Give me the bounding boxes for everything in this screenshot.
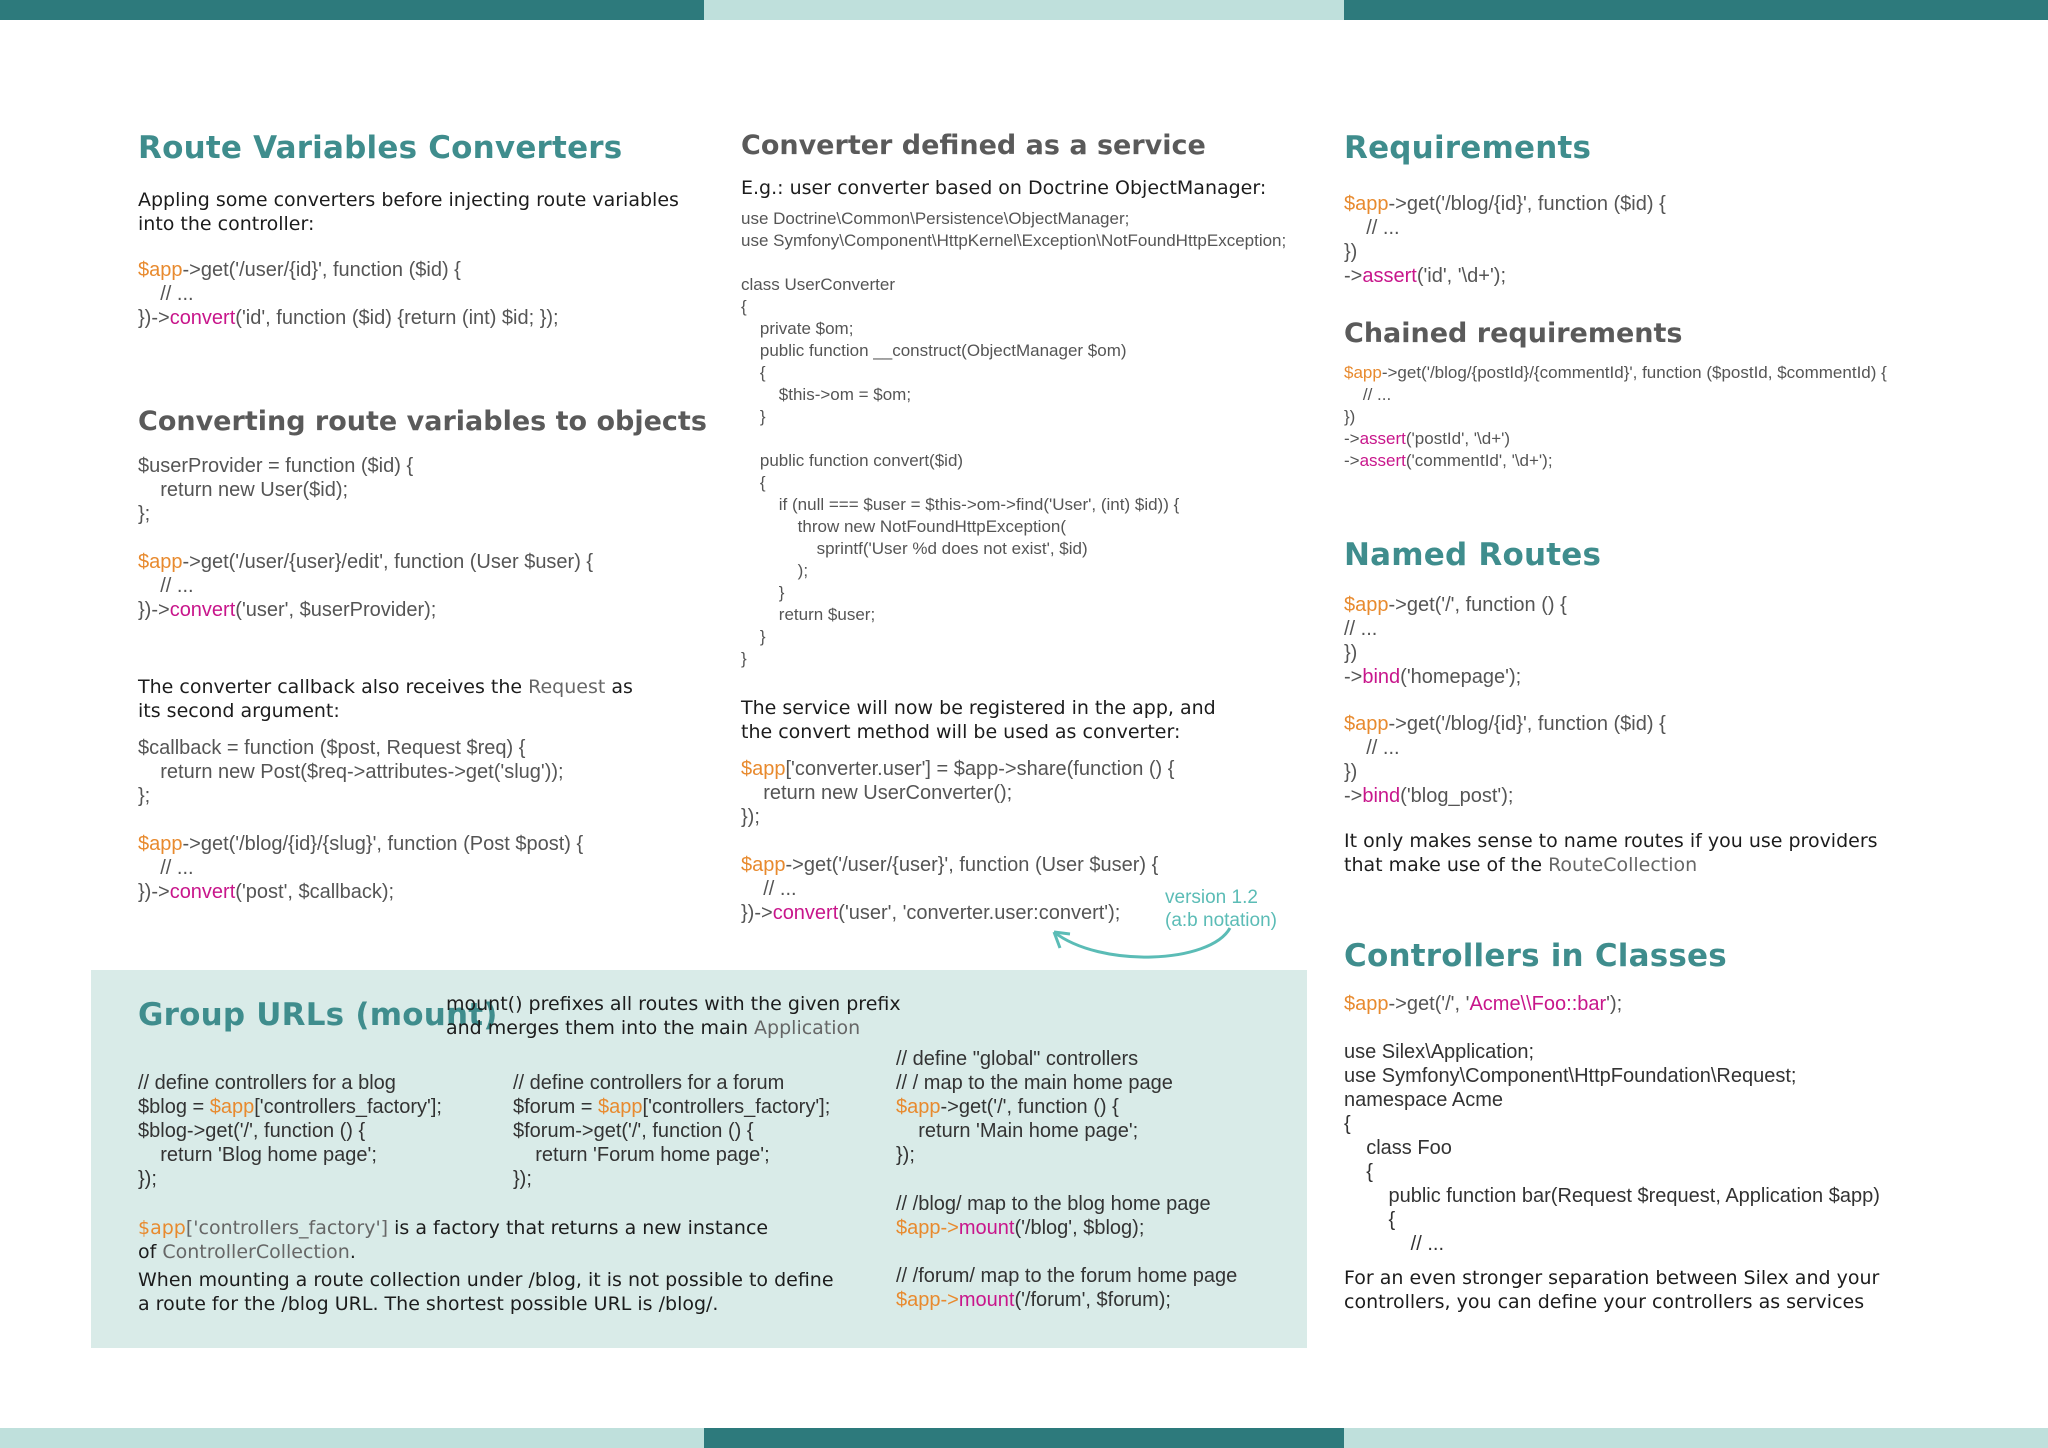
factory-desc-text: is a factory that returns a new instance of [138, 1217, 769, 1263]
to-objects-title: Converting route variables to objects [138, 406, 707, 437]
bottom-bar-left [0, 1428, 704, 1448]
code-var: $app [138, 833, 183, 855]
code-var: $app [741, 758, 786, 780]
code-text: ('id', '\d+'); [1416, 265, 1507, 287]
code-text: ('post', $callback); [235, 881, 395, 903]
named-desc-a: It only makes sense to name routes if you use providers that make use of the [1344, 830, 1878, 876]
code-method: assert [1362, 265, 1417, 287]
code-text: // ... [741, 878, 797, 900]
code-method: assert [1359, 429, 1406, 448]
chained-code [1344, 362, 1887, 472]
version-note: version 1.2 (a:b notation) [1165, 887, 1277, 931]
code-comment: // /blog/ map to the blog home page [896, 1193, 1211, 1215]
mount-forum-code [896, 1264, 1237, 1312]
code-text: // ... [1344, 385, 1392, 404]
route-collection-link: RouteCollection [1548, 854, 1698, 876]
code-text: $forum->get('/', function () { return 'Forum home page'; }); [513, 1120, 770, 1190]
forum-controllers-code [513, 1071, 830, 1191]
callback-desc-b: as its second argument: [138, 676, 633, 722]
code-method: assert [1359, 451, 1406, 470]
route-converters-code [138, 258, 559, 330]
service-registered-desc: The service will now be registered in the app, and the convert method will be used as converter: [741, 697, 1216, 743]
code-text: ->get('/blog/{id}/{slug}', function (Post $post) { [182, 833, 584, 855]
service-eg: E.g.: user converter based on Doctrine ObjectManager: [741, 177, 1267, 199]
code-text: }) [1344, 642, 1358, 664]
code-text: ->get('/user/{id}', function ($id) { [182, 259, 461, 281]
code-text: ('homepage'); [1400, 666, 1522, 688]
code-text: }) [1344, 241, 1358, 263]
global-controllers-code [896, 1047, 1173, 1167]
blog-slug-code [138, 832, 583, 904]
named-desc [1344, 829, 1878, 877]
code-text: -> [1344, 785, 1363, 807]
named-blog-post-code [1344, 712, 1666, 808]
factory-desc-end: . [349, 1241, 356, 1263]
service-title: Converter defined as a service [741, 130, 1206, 161]
code-text: })-> [138, 881, 170, 903]
code-text: ('commentId', '\d+'); [1405, 451, 1553, 470]
code-text: ->get('/', ' [1388, 993, 1470, 1015]
callback-desc-a: The converter callback also receives the [138, 676, 529, 698]
top-bar-left [0, 0, 704, 20]
code-text: -> [1344, 265, 1363, 287]
requirements-code [1344, 192, 1666, 288]
code-method: convert [772, 902, 839, 924]
code-var: $app [598, 1096, 643, 1118]
service-register-code [741, 757, 1174, 829]
code-text: ('blog_post'); [1400, 785, 1514, 807]
application-link: Application [754, 1017, 861, 1039]
code-var: $app [209, 1096, 255, 1118]
code-text: ('/blog', $blog); [1014, 1217, 1145, 1239]
group-desc [446, 992, 901, 1040]
controllers-title: Controllers in Classes [1344, 938, 1727, 974]
code-text: ('postId', '\d+') [1405, 429, 1511, 448]
version-arrow-icon [1040, 922, 1240, 968]
code-text: ->get('/', function () { [940, 1096, 1119, 1118]
code-text: })-> [138, 307, 170, 329]
code-text: $blog = [138, 1096, 210, 1118]
code-text: ->get('/', function () { [1388, 594, 1567, 616]
controllers-bind-code [1344, 992, 1622, 1016]
code-text: }) [1344, 407, 1356, 426]
code-text: ('/forum', $forum); [1014, 1289, 1171, 1311]
code-var: $app [1344, 713, 1389, 735]
code-comment: // define controllers for a blog [138, 1072, 396, 1094]
callback-desc [138, 675, 633, 723]
chained-title: Chained requirements [1344, 318, 1683, 349]
top-bar-right [1344, 0, 2048, 20]
code-var: $app [1344, 594, 1389, 616]
code-text: })-> [741, 902, 773, 924]
code-text: return 'Main home page'; }); [896, 1120, 1139, 1166]
factory-desc [138, 1216, 768, 1264]
code-comment: // define "global" controllers // / map to the main home page [896, 1048, 1173, 1094]
code-text: ('user', 'converter.user:convert'); [838, 902, 1121, 924]
code-text: -> [1344, 429, 1360, 448]
code-text: ->get('/blog/{postId}/{commentId}', function ($postId, $commentId) { [1381, 363, 1887, 382]
code-var: $app [138, 1217, 186, 1239]
code-text: ->get('/blog/{id}', function ($id) { [1388, 713, 1666, 735]
bottom-bar-middle [704, 1428, 1344, 1448]
code-method: bind [1362, 666, 1401, 688]
route-converters-desc: Appling some converters before injecting route variables into the controller: [138, 189, 679, 235]
code-text: return new UserConverter(); [741, 782, 1013, 804]
code-text: -> [1344, 451, 1360, 470]
group-title: Group URLs (mount) [138, 997, 498, 1033]
code-text: }) [1344, 761, 1358, 783]
named-homepage-code [1344, 593, 1567, 689]
top-bar-middle [704, 0, 1344, 20]
code-text: '); [1606, 993, 1623, 1015]
controllers-desc: For an even stronger separation between Silex and your controllers, you can define your controllers as services [1344, 1267, 1880, 1313]
controller-collection-link: ControllerCollection [162, 1241, 350, 1263]
mounting-desc: When mounting a route collection under /blog, it is not possible to define a route for the /blog URL. The shortest possible URL is /blog/. [138, 1269, 834, 1315]
mount-blog-code [896, 1192, 1211, 1240]
request-link: Request [528, 676, 606, 698]
code-text: ['controllers_factory']; [642, 1096, 831, 1118]
code-text: // ... [138, 575, 194, 597]
code-method: convert [169, 881, 236, 903]
code-comment: // define controllers for a forum [513, 1072, 785, 1094]
service-class-code: class UserConverter { private $om; public function __construct(ObjectManager $om) { $this->om = $om; } public function convert($id) { if (null === $user = $this->om->find('User', (int) $id)) { throw new NotFoundHttpException( sprintf('User %d does not exist', $id) ); } return $user; } } [741, 275, 1180, 668]
code-method: convert [169, 307, 236, 329]
code-text: ->get('/blog/{id}', function ($id) { [1388, 193, 1666, 215]
code-method: mount [958, 1217, 1015, 1239]
code-text: ['converter.user'] = $app->share(function () { [785, 758, 1175, 780]
code-text: ('id', function ($id) {return (int) $id; }); [235, 307, 559, 329]
code-var: $app [741, 854, 786, 876]
code-text: ['controllers_factory']; [254, 1096, 442, 1118]
factory-key: ['controllers_factory'] [185, 1217, 389, 1239]
code-var: $app-> [896, 1217, 959, 1239]
group-desc-a: mount() prefixes all routes with the given prefix and merges them into the main [446, 993, 901, 1039]
code-text: // ... [1344, 618, 1378, 640]
code-text: // ... [138, 857, 194, 879]
code-var: $app [138, 259, 183, 281]
code-var: $app-> [896, 1289, 959, 1311]
code-text: $forum = [513, 1096, 599, 1118]
service-use-code: use Doctrine\Common\Persistence\ObjectManager; use Symfony\Component\HttpKernel\Exception\NotFoundHttpException; [741, 209, 1287, 250]
code-text: $blog->get('/', function () { return 'Blog home page'; }); [138, 1120, 377, 1190]
requirements-title: Requirements [1344, 130, 1592, 166]
code-text: }); [741, 806, 760, 828]
code-text: // ... [138, 283, 194, 305]
code-method: bind [1362, 785, 1401, 807]
controllers-class-code: use Silex\Application; use Symfony\Component\HttpFoundation\Request; namespace Acme { class Foo { public function bar(Request $request, Application $app) { // ... [1344, 1041, 1880, 1255]
code-text: ('user', $userProvider); [235, 599, 437, 621]
route-converters-title: Route Variables Converters [138, 130, 623, 166]
code-var: $app [1344, 193, 1389, 215]
code-var: $app [1344, 993, 1389, 1015]
code-comment: // /forum/ map to the forum home page [896, 1265, 1238, 1287]
named-routes-title: Named Routes [1344, 537, 1602, 573]
user-edit-code [138, 550, 593, 622]
code-var: $app [138, 551, 183, 573]
code-text: ->get('/user/{user}/edit', function (User $user) { [182, 551, 594, 573]
code-text: -> [1344, 666, 1363, 688]
code-text: ->get('/user/{user}', function (User $user) { [785, 854, 1159, 876]
callback-code: $callback = function ($post, Request $req) { return new Post($req->attributes->get('slug')); }; [138, 737, 564, 807]
code-text: })-> [138, 599, 170, 621]
code-text: // ... [1344, 737, 1400, 759]
code-var: $app [1344, 363, 1382, 382]
code-var: $app [896, 1096, 941, 1118]
code-method: mount [958, 1289, 1015, 1311]
code-method: convert [169, 599, 236, 621]
code-text: // ... [1344, 217, 1400, 239]
service-usage-code [741, 853, 1158, 925]
blog-controllers-code [138, 1071, 442, 1191]
bottom-bar-right [1344, 1428, 2048, 1448]
code-method: Acme\\Foo::bar [1469, 993, 1607, 1015]
user-provider-code: $userProvider = function ($id) { return new User($id); }; [138, 455, 414, 525]
